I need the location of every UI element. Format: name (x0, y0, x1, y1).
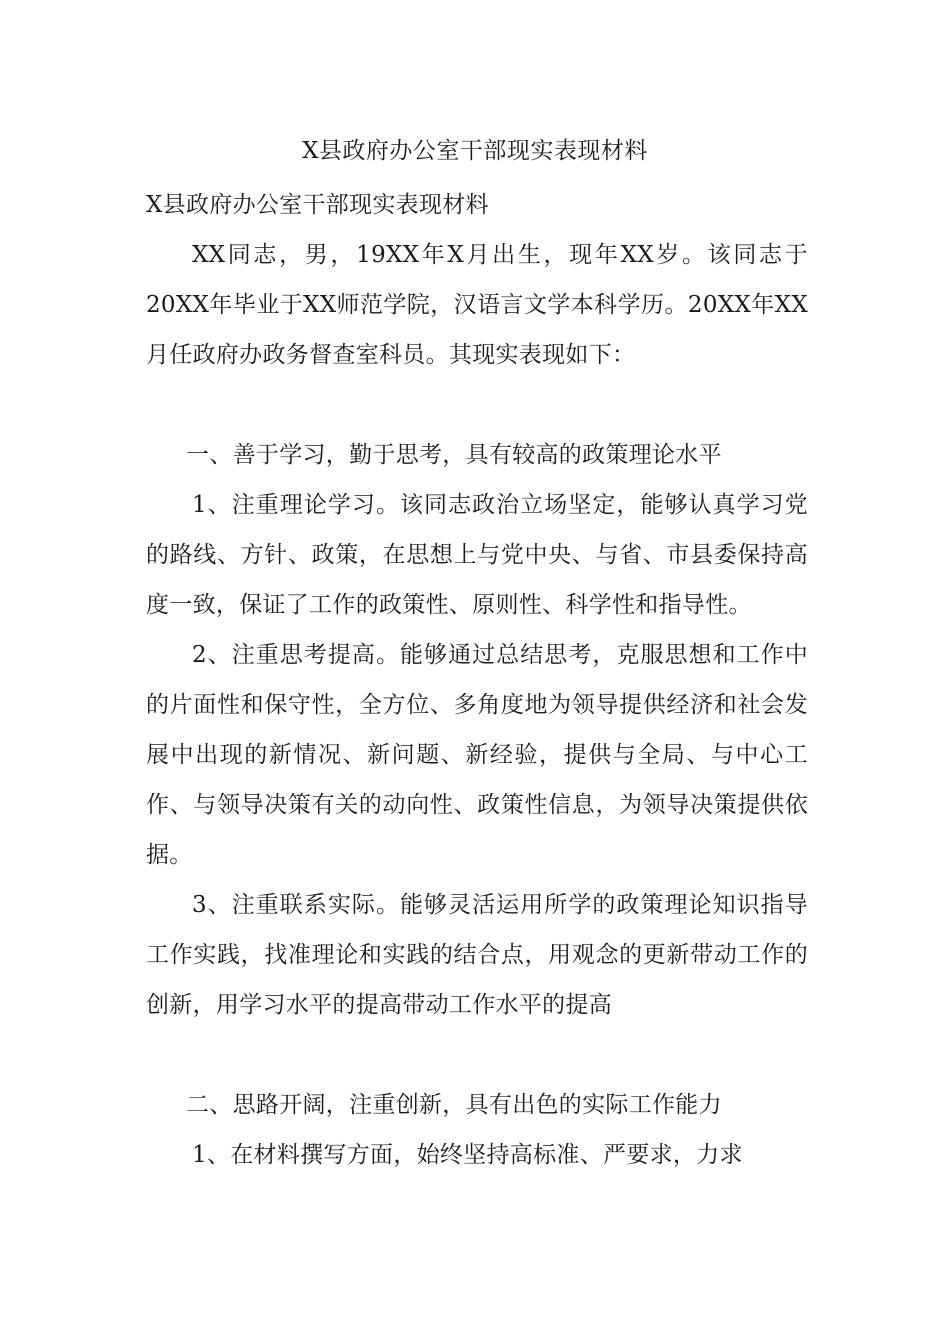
section-2-item-1: 1、在材料撰写方面，始终坚持高标准、严要求，力求 (192, 1142, 743, 1168)
section-2-heading: 二、思路开阔，注重创新，具有出色的实际工作能力 (186, 1092, 722, 1118)
section-1-heading: 一、善于学习，勤于思考，具有较高的政策理论水平 (186, 442, 722, 468)
paragraph-gap (146, 380, 808, 430)
document-body (146, 180, 808, 1180)
document-subtitle: X县政府办公室干部现实表现材料 (146, 192, 489, 218)
paragraph-gap (146, 1030, 808, 1080)
section-1-item-2: 2、注重思考提高。能够通过总结思考，克服思想和工作中的片面性和保守性，全方位、多角度地为领导提供经济和社会发展中出现的新情况、新问题、新经验，提供与全局、与中心工作、与领导决策有关的动向性、政策性信息，为领导决策提供依据。 (146, 642, 808, 868)
intro-paragraph: XX同志，男，19XX年X月出生，现年XX岁。该同志于20XX年毕业于XX师范学院，汉语言文学本科学历。20XX年XX月任政府办政务督查室科员。其现实表现如下： (146, 242, 808, 368)
section-1-item-1: 1、注重理论学习。该同志政治立场坚定，能够认真学习党的路线、方针、政策，在思想上与党中央、与省、市县委保持高度一致，保证了工作的政策性、原则性、科学性和指导性。 (146, 492, 808, 618)
document-title: X县政府办公室干部现实表现材料 (302, 138, 648, 164)
section-1-item-3: 3、注重联系实际。能够灵活运用所学的政策理论知识指导工作实践，找准理论和实践的结合点，用观念的更新带动工作的创新，用学习水平的提高带动工作水平的提高 (146, 892, 808, 1018)
